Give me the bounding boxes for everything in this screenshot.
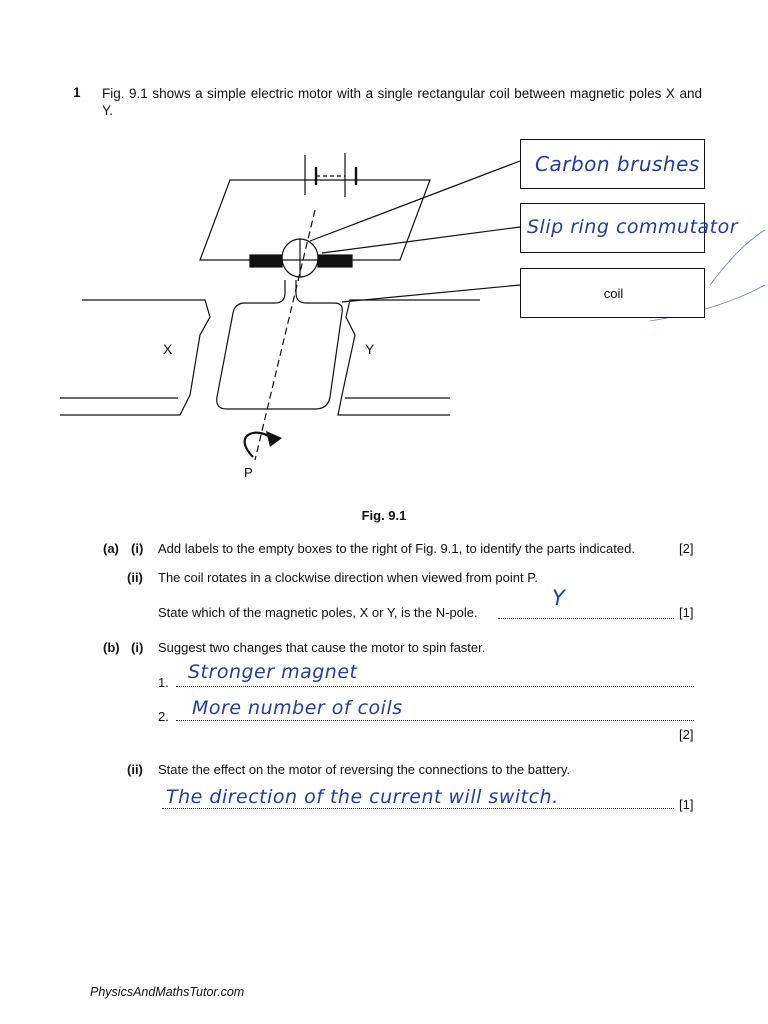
box1-answer: Carbon brushes [535,152,700,176]
part-a-ii-text: The coil rotates in a clockwise direction when viewed from point P. [158,570,538,585]
part-b-label: (b) [103,640,120,655]
part-b-ii-answer: The direction of the current will switch. [166,786,559,808]
figure-caption: Fig. 9.1 [361,508,407,523]
answer-line-b-ii [162,808,674,809]
answer-line-b-i-2 [176,720,694,721]
label-box-brushes [520,139,705,189]
pole-y-label: Y [365,341,375,357]
question-number: 1 [73,85,81,100]
footer-source: PhysicsAndMathsTutor.com [90,985,245,999]
part-a-ii-marks: [1] [679,605,694,620]
point-p-label: P [244,465,253,480]
part-a-i-marks: [2] [679,541,694,556]
item1-number: 1. [158,675,169,690]
label-box-coil [520,268,705,318]
part-b-i-label: (i) [131,640,144,655]
part-a-label: (a) [103,541,119,556]
part-b-ii-label: (ii) [127,762,143,777]
answer-line-b-i-1 [176,686,694,687]
box2-answer: Slip ring commutator [527,216,739,238]
question-intro: Fig. 9.1 shows a simple electric motor with a single rectangular coil between magnetic poles X and Y. [102,86,702,118]
item2-number: 2. [158,709,169,724]
part-a-i-text: Add labels to the empty boxes to the right of Fig. 9.1, to identify the parts indicated. [158,541,635,556]
part-b-ii-text: State the effect on the motor of reversing the connections to the battery. [158,762,571,777]
part-b-ii-marks: [1] [679,797,694,812]
part-a-ii-prompt: State which of the magnetic poles, X or Y, is the N-pole. [158,605,478,620]
label-box-commutator [520,203,739,253]
item1-answer: Stronger magnet [188,661,358,683]
item2-answer: More number of coils [192,697,403,719]
pole-x-label: X [163,341,173,357]
answer-line-a-ii [498,618,674,619]
part-a-i-label: (i) [131,541,144,556]
part-a-ii-label: (ii) [127,570,143,585]
part-b-i-marks: [2] [679,727,694,742]
part-b-i-text: Suggest two changes that cause the motor to spin faster. [158,640,486,655]
part-a-ii-answer: Y [552,586,566,610]
box3-label: coil [603,286,624,301]
motor-figure [60,135,768,485]
